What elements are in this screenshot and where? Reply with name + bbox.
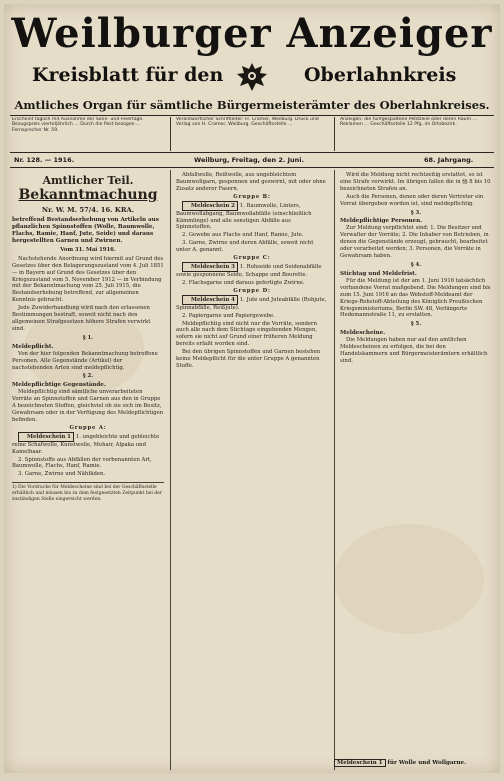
volume: 68. Jahrgang.: [424, 156, 474, 164]
section-mark: § 2.: [82, 373, 94, 380]
dateline: Weilburg, Freitag, den 2. Juni.: [194, 156, 304, 164]
paragraph: Von der hier folgenden Bekanntmachung betroffene Personen. Alle Gegenstände (Artikel) der nachstehenden Arten sind meldepflichtig.: [12, 350, 158, 371]
official-organ-line: Amtliches Organ für sämtliche Bürgermeisterämter des Oberlahnkreises.: [14, 98, 490, 112]
list-item: [176, 295, 328, 312]
meta-rule: [10, 167, 494, 168]
list-item: 2. Spinnstoffe aus Abfällen der vorbenannten Art, Baumwolle, Flachs, Hanf, Ramie.: [12, 456, 152, 470]
section-title: Meldepflichtige Personen.: [340, 218, 423, 225]
paragraph: Meldepflichtig sind sämtliche unverarbeiteten Vorräte an Spinnstoffen und Garnen aus den in Gruppe A bezeichneten Stoffen, gleichviel ob sie sich im Besitz, Gewahrsam oder in der Verfügung des Meldepflichtigen befinden.: [12, 389, 164, 423]
newspaper-page: [4, 4, 500, 773]
subtitle-right: Oberlahnkreis: [304, 64, 457, 86]
column-separator: [170, 170, 171, 770]
paragraph: Zur Meldung verpflichtet sind: 1. Die Besitzer und Verwalter der Vorräte; 2. Die Inhaber von Betrieben, in denen die Gegenstände erzeugt, gebraucht, bearbeitet oder verarbeitet werden; 3. Personen, die Vorräte in Gewahrsam haben.: [340, 225, 489, 260]
group-heading: Gruppe B:: [233, 193, 271, 200]
section-mark: § 3.: [410, 209, 422, 216]
group-heading: Gruppe D:: [233, 287, 271, 294]
info-middle: Verantwortlicher Schriftleiter: Fr. Cramer, Weilburg. Druck und Verlag von H. Cramer, Weilburg. Geschäftsstelle …: [176, 117, 319, 128]
paragraph: Nachstehende Anordnung wird hiermit auf Grund des Gesetzes über den Belagerungszustand vom 4. Juli 1851 — in Bayern auf Grund des Gesetzes über den Kriegszustand vom 5. November 1912 — in Verbindung mit der Bekanntmachung vom 25. Juli 1915, die Bestandserhebung betreffend, zur allgemeinen Kenntnis gebracht.: [12, 255, 164, 304]
subtitle-left: Kreisblatt für den: [32, 64, 224, 86]
list-item: [12, 432, 164, 456]
section-mark: § 4.: [410, 261, 422, 268]
form-tag: Meldeschein 3: [182, 262, 238, 272]
column-separator: [334, 170, 335, 770]
section-title: Meldepflicht.: [12, 343, 54, 350]
section-title: Meldescheine.: [340, 330, 386, 337]
paragraph: Für die Meldung ist der am 1. Juni 1916 tatsächlich vorhandene Vorrat maßgebend. Die Meldungen sind bis zum 15. Juni 1916 an das Webstoff-Meldeamt der Kriegs-Rohstoff-Abteilung des Königlich Preußischen Kriegsministeriums, Berlin SW. 48, Verlängerte Hedemannstraße 11, zu erstatten.: [340, 277, 491, 319]
list-item: 2. Flachsgarne und daraus gefertigte Zwirne.: [182, 279, 305, 286]
masthead: [4, 4, 500, 154]
paragraph: Meldepflichtig sind nicht nur die Vorräte, sondern auch alle nach dem Stichtage eingehenden Mengen, sofern sie nicht auf Grund einer früheren Meldung bereits erfaßt worden sind.: [176, 320, 318, 348]
section-mark: § 5.: [410, 321, 422, 328]
announcement-heading: Bekanntmachung: [18, 187, 158, 203]
list-item: 3. Garne, Zwirne und Nähfäden.: [18, 471, 106, 478]
decree-id: Nr. W. M. 57/4. 16. KRA.: [41, 206, 135, 214]
group-heading: Gruppe C:: [233, 255, 271, 262]
decree-lead: betreffend Bestandserhebung von Artikeln aus pflanzlichen Spinnstoffen (Wolle, Baumwolle, Flachs, Ramie, Hanf, Jute, Seide) und daraus hergestellten Garnen und Zwirnen.: [12, 216, 159, 244]
info-right: Anzeigen: die fünfgespaltene Petitzeile oder deren Raum … Reklamen … Geschäftsstelle 12 Pfg. im Ortsbezirk.: [340, 117, 478, 128]
list-item: 2. Papiergarne und Papiergewebe.: [182, 312, 275, 319]
paragraph: Abfallwolle, Reißwolle, aus ungebleichtem Baumwollgarn, gesponnen und gezwirnt, mit oder ohne Zusatz anderer Fasern.: [176, 172, 326, 192]
info-separator: [334, 117, 335, 151]
paragraph: Auch die Personen, denen oder deren Vertreter ein Vorrat übergeben worden ist, sind meldepflichtig.: [340, 193, 484, 207]
info-separator: [170, 117, 171, 151]
list-item-text: 1. Baumwolle, Linters, Baumwollabgang, Baumwollabfälle (einschließlich Kämmlinge) und alle sonstigen Abfälle aus Spinnstoffen.: [176, 202, 312, 231]
column-1: [12, 172, 164, 770]
list-item-text: 1. Rohseide und Seidenabfälle sowie gesponnene Seide, Schappe und Bourette.: [176, 263, 322, 278]
list-item-text: 1. ungebleichte und gebleichte reine Schafwolle, Kunstwolle, Mohair, Alpaka und Kamelhaar.: [12, 433, 160, 455]
column-3: [340, 172, 492, 770]
info-left: Erscheint täglich mit Ausnahme der Sonn- und Feiertage. Bezugspreis vierteljährlich … Durch die Post bezogen … Fernsprecher Nr. 59.: [12, 117, 144, 133]
form-tag: Meldeschein 2: [182, 201, 238, 211]
list-item-text: 1. Jute und Juteabfälle (Rohjute, Spinnabfälle, Reißjute).: [176, 296, 327, 311]
paragraph: Jede Zuwiderhandlung wird nach den erlassenen Bestimmungen bestraft, soweit nicht nach den allgemeinen Strafgesetzen höhere Strafen verwirkt sind.: [12, 305, 151, 332]
paragraph: Bei den übrigen Spinnstoffen und Garnen bestehen keine Meldepflicht für die unter Gruppe A genannten Stoffe.: [176, 349, 321, 369]
masthead-rule-top: [10, 115, 494, 116]
list-item: [176, 262, 328, 279]
decree-date: Vom 31. Mai 1916.: [60, 246, 116, 253]
issue-meta-bar: [4, 154, 500, 166]
section-title: Meldepflichtige Gegenstände.: [12, 382, 106, 389]
section-mark: § 1.: [82, 334, 94, 341]
form-tag: Meldeschein 4: [182, 295, 238, 305]
section-title: Stichtag und Meldefrist.: [340, 270, 417, 277]
issue-number: Nr. 128. — 1916.: [14, 156, 75, 164]
list-item: [176, 201, 328, 232]
column-2: [176, 172, 328, 770]
section-heading-official: Amtlicher Teil.: [42, 174, 134, 187]
form-tag: Meldeschein 1: [334, 759, 386, 767]
paragraph: Die Meldungen haben nur auf den amtlichen Meldescheinen zu erfolgen, die bei den Handelskammern und Bürgermeisterämtern erhältlich sind.: [340, 337, 488, 364]
list-item: 3. Garne, Zwirne und deren Abfälle, soweit nicht unter A. genannt.: [176, 240, 314, 254]
group-heading: Gruppe A:: [69, 424, 107, 431]
paragraph: Wird die Meldung nicht rechtzeitig erstattet, so ist eine Strafe verwirkt. Im übrigen fallen die in §§ 8 bis 10 bezeichneten Strafen an.: [340, 172, 491, 192]
newspaper-title: Weilburger Anzeiger: [11, 10, 493, 57]
bottom-form-line: [334, 760, 466, 766]
form-tag-text: für Wolle und Wollgarne.: [387, 760, 467, 766]
form-tag: Meldeschein 1: [18, 432, 74, 442]
masthead-rule-bottom: [10, 152, 494, 153]
list-item: 2. Gewebe aus Flachs und Hanf, Ramie, Jute.: [182, 232, 304, 239]
eagle-crest-icon: [234, 60, 270, 94]
footnote: 1) Die Vordrucke für Meldescheine sind bei der Geschäftsstelle erhältlich und müssen bis zu dem festgesetzten Zeitpunkt bei der zuständigen Stelle eingereicht werden.: [12, 482, 164, 502]
